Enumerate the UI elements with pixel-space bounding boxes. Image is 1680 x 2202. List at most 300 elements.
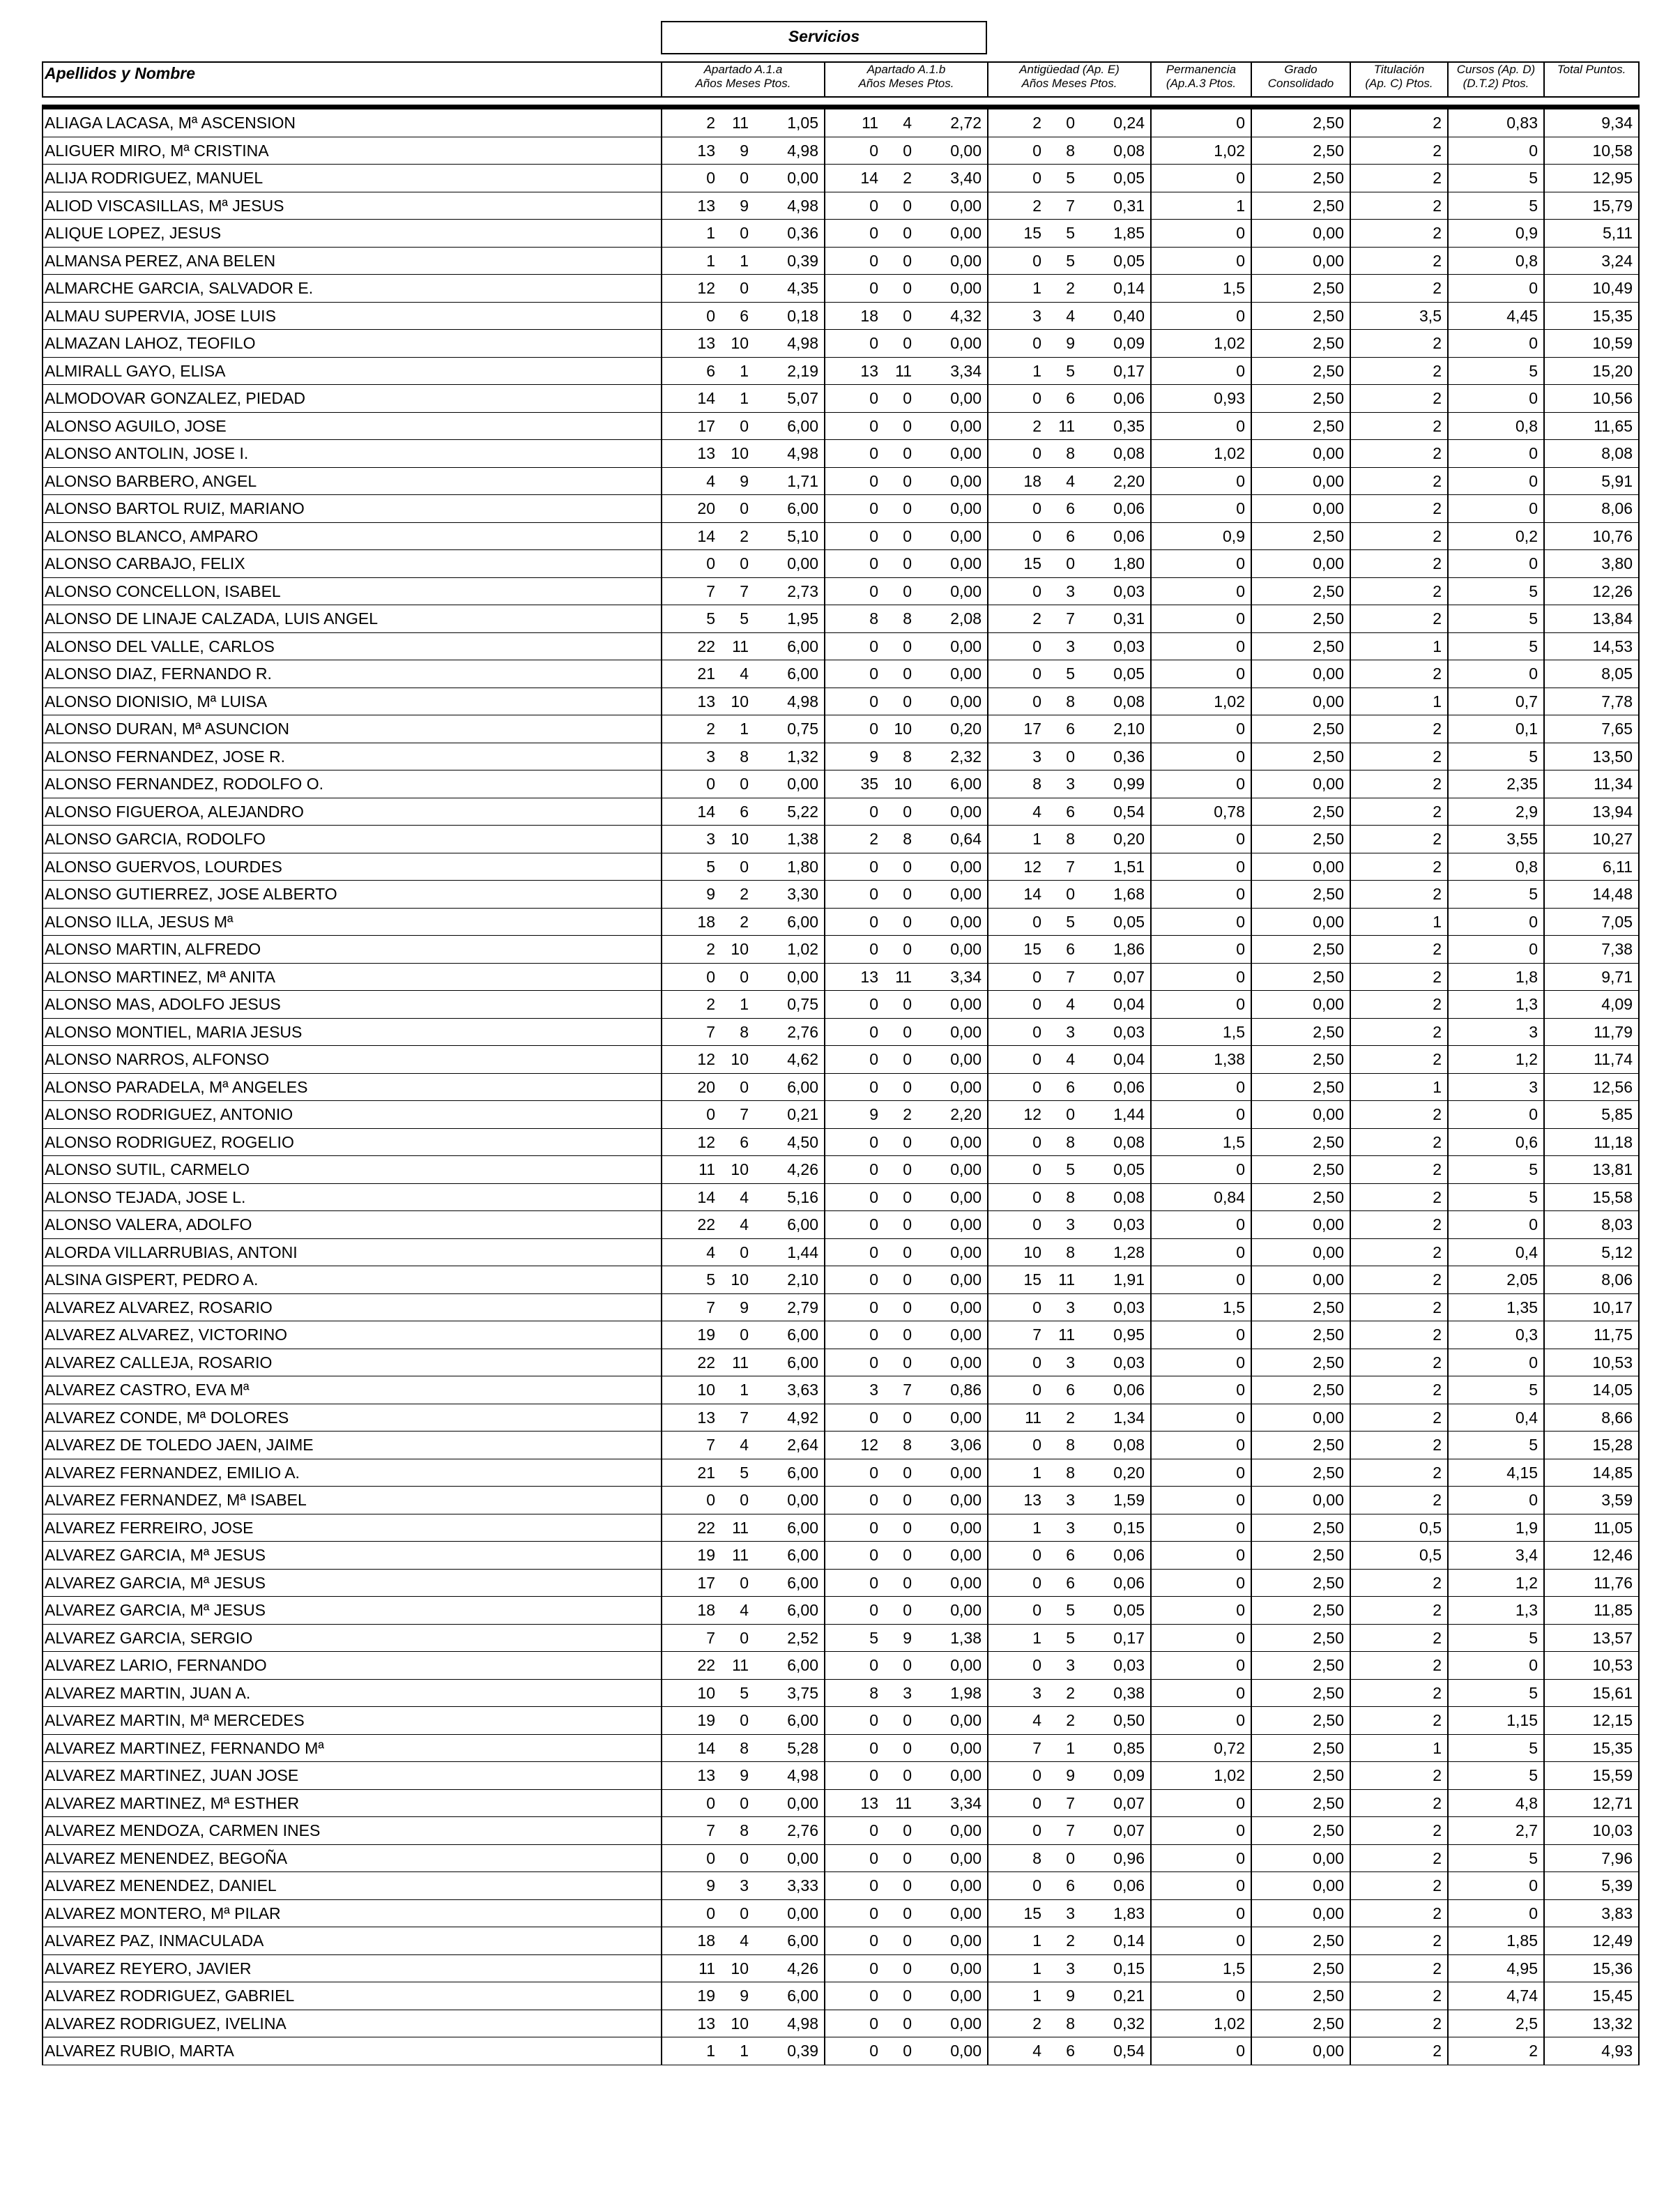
cell-antiguedad: [988, 1734, 1151, 1762]
cell-apartado-a1b: [825, 1293, 988, 1321]
cell-grado: 2,50: [1251, 936, 1350, 964]
cell-total: 14,48: [1544, 881, 1639, 909]
months: 6: [1066, 2042, 1075, 2060]
months: 6: [1066, 720, 1075, 738]
months: 0: [903, 1573, 912, 1592]
cell-apartado-a1a: [662, 1349, 825, 1376]
years: 0: [1032, 1876, 1041, 1895]
cell-permanencia: 0: [1151, 1844, 1251, 1872]
points: 1,34: [1113, 1408, 1145, 1427]
points: 0,00: [950, 1931, 982, 1950]
years: 0: [869, 526, 878, 545]
table-row: [43, 963, 1639, 991]
cell-total: 10,59: [1544, 330, 1639, 358]
table-row: [43, 1376, 1639, 1404]
months: 0: [903, 1187, 912, 1206]
months: 1: [1066, 1738, 1075, 1757]
cell-total: 11,74: [1544, 1046, 1639, 1074]
cell-cursos: 1,85: [1448, 1927, 1544, 1955]
years: 3: [706, 830, 715, 849]
points: 0,64: [950, 830, 982, 849]
table-row: [43, 1872, 1639, 1900]
table-row: [43, 1349, 1639, 1376]
points: 0,00: [950, 141, 982, 160]
cell-apartado-a1a: [662, 1018, 825, 1046]
months: 1: [740, 361, 749, 380]
cell-titulacion: 1: [1350, 688, 1448, 715]
cell-apartado-a1a: [662, 220, 825, 248]
header-apartado-a1a: Apartado A.1.a Años Meses Ptos.: [662, 62, 825, 97]
cell-antiguedad: [988, 1817, 1151, 1845]
cell-apartado-a1a: [662, 1597, 825, 1625]
years: 0: [869, 720, 878, 738]
cell-apartado-a1b: [825, 1376, 988, 1404]
years: 0: [869, 2014, 878, 2033]
years: 0: [869, 582, 878, 600]
years: 0: [1032, 692, 1041, 711]
months: 0: [903, 1215, 912, 1234]
months: 11: [732, 1546, 749, 1565]
cell-apartado-a1a: [662, 2037, 825, 2065]
points: 0,00: [950, 1959, 982, 1977]
months: 9: [903, 1628, 912, 1647]
cell-total: 15,79: [1544, 192, 1639, 220]
years: 3: [1032, 1683, 1041, 1702]
points: 0,03: [1113, 582, 1145, 600]
years: 0: [706, 554, 715, 573]
cell-apartado-a1b: [825, 137, 988, 165]
months: 3: [1066, 1656, 1075, 1675]
months: 11: [1058, 1326, 1075, 1344]
months: 0: [903, 1821, 912, 1840]
years: 0: [869, 196, 878, 215]
points: 0,31: [1113, 609, 1145, 628]
cell-apartado-a1a: [662, 1679, 825, 1707]
cell-titulacion: 2: [1350, 1624, 1448, 1652]
cell-cursos: 0: [1448, 440, 1544, 468]
months: 0: [903, 582, 912, 600]
points: 0,00: [950, 1821, 982, 1840]
cell-apartado-a1a: [662, 2010, 825, 2037]
months: 0: [903, 1711, 912, 1730]
cell-name: ALIJA RODRIGUEZ, MANUEL: [43, 165, 662, 192]
years: 19: [697, 1326, 715, 1344]
cell-permanencia: 0: [1151, 605, 1251, 633]
cell-antiguedad: [988, 1679, 1151, 1707]
points: 6,00: [787, 1518, 818, 1537]
cell-apartado-a1b: [825, 192, 988, 220]
years: 12: [697, 279, 715, 298]
points: 0,00: [950, 196, 982, 215]
cell-apartado-a1b: [825, 1817, 988, 1845]
cell-cursos: 2: [1448, 2037, 1544, 2065]
cell-apartado-a1a: [662, 991, 825, 1019]
cell-permanencia: 1,02: [1151, 688, 1251, 715]
months: 0: [1066, 114, 1075, 132]
cell-apartado-a1a: [662, 1817, 825, 1845]
cell-cursos: 0: [1448, 1652, 1544, 1680]
table-row: [43, 908, 1639, 936]
cell-antiguedad: [988, 715, 1151, 743]
cell-grado: 0,00: [1251, 247, 1350, 275]
cell-permanencia: 0: [1151, 550, 1251, 578]
cell-antiguedad: [988, 302, 1151, 330]
months: 0: [903, 1601, 912, 1620]
cell-antiguedad: [988, 963, 1151, 991]
points: 0,75: [787, 995, 818, 1014]
servicios-header-box: [661, 21, 987, 54]
cell-apartado-a1b: [825, 1432, 988, 1459]
years: 35: [860, 775, 878, 794]
points: 0,06: [1113, 1077, 1145, 1096]
points: 0,20: [950, 720, 982, 738]
months: 10: [731, 940, 749, 959]
cell-cursos: 1,3: [1448, 991, 1544, 1019]
years: 0: [1032, 1022, 1041, 1041]
cell-apartado-a1a: [662, 302, 825, 330]
cell-apartado-a1b: [825, 991, 988, 1019]
cell-antiguedad: [988, 137, 1151, 165]
months: 2: [1066, 279, 1075, 298]
cell-titulacion: 2: [1350, 440, 1448, 468]
cell-antiguedad: [988, 467, 1151, 495]
cell-permanencia: 1,5: [1151, 1128, 1251, 1156]
cell-titulacion: 1: [1350, 1734, 1448, 1762]
cell-apartado-a1a: [662, 1982, 825, 2010]
cell-total: 15,20: [1544, 357, 1639, 385]
cell-total: 14,85: [1544, 1459, 1639, 1487]
cell-name: ALVAREZ GARCIA, Mª JESUS: [43, 1569, 662, 1597]
cell-permanencia: 0: [1151, 1982, 1251, 2010]
cell-titulacion: 2: [1350, 1899, 1448, 1927]
points: 4,98: [787, 444, 818, 463]
table-row: [43, 1679, 1639, 1707]
cell-name: ALONSO NARROS, ALFONSO: [43, 1046, 662, 1074]
years: 14: [860, 169, 878, 188]
months: 0: [903, 1904, 912, 1922]
cell-titulacion: 2: [1350, 853, 1448, 881]
table-row: [43, 1982, 1639, 2010]
cell-permanencia: 0: [1151, 632, 1251, 660]
cell-total: 13,32: [1544, 2010, 1639, 2037]
points: 0,03: [1113, 1298, 1145, 1316]
months: 3: [1066, 1298, 1075, 1316]
months: 6: [740, 306, 749, 325]
cell-permanencia: 0: [1151, 1542, 1251, 1570]
months: 6: [1066, 499, 1075, 518]
points: 0,00: [950, 1518, 982, 1537]
years: 13: [860, 361, 878, 380]
points: 3,30: [787, 885, 818, 904]
points: 0,00: [950, 1353, 982, 1372]
months: 7: [1066, 196, 1075, 215]
table-row: [43, 1789, 1639, 1817]
points: 4,35: [787, 279, 818, 298]
cell-total: 14,05: [1544, 1376, 1639, 1404]
cell-apartado-a1a: [662, 440, 825, 468]
cell-apartado-a1a: [662, 1183, 825, 1211]
months: 5: [740, 609, 749, 628]
cell-antiguedad: [988, 1156, 1151, 1184]
months: 6: [1066, 389, 1075, 408]
months: 11: [1058, 1270, 1075, 1289]
table-row: [43, 1128, 1639, 1156]
points: 6,00: [787, 416, 818, 435]
cell-titulacion: 1: [1350, 632, 1448, 660]
cell-apartado-a1b: [825, 385, 988, 413]
cell-name: ALONSO BLANCO, AMPARO: [43, 522, 662, 550]
years: 0: [869, 1132, 878, 1151]
cell-cursos: 5: [1448, 1844, 1544, 1872]
cell-titulacion: 2: [1350, 1762, 1448, 1790]
months: 9: [1066, 1987, 1075, 2005]
cell-apartado-a1b: [825, 770, 988, 798]
years: 1: [1032, 279, 1041, 298]
points: 1,83: [1113, 1904, 1145, 1922]
cell-permanencia: 0,93: [1151, 385, 1251, 413]
table-row: [43, 770, 1639, 798]
cell-apartado-a1a: [662, 908, 825, 936]
years: 0: [1032, 444, 1041, 463]
points: 5,28: [787, 1738, 818, 1757]
cell-cursos: 3: [1448, 1018, 1544, 1046]
cell-antiguedad: [988, 495, 1151, 523]
years: 0: [869, 334, 878, 353]
cell-antiguedad: [988, 330, 1151, 358]
cell-titulacion: 0,5: [1350, 1514, 1448, 1542]
cell-apartado-a1a: [662, 412, 825, 440]
months: 0: [903, 1876, 912, 1895]
cell-grado: 2,50: [1251, 1927, 1350, 1955]
points: 1,38: [950, 1628, 982, 1647]
months: 4: [740, 1436, 749, 1455]
months: 6: [1066, 940, 1075, 959]
months: 0: [903, 1408, 912, 1427]
cell-cursos: 0: [1448, 137, 1544, 165]
cell-cursos: 5: [1448, 605, 1544, 633]
cell-total: 10,17: [1544, 1293, 1639, 1321]
years: 0: [869, 1022, 878, 1041]
cell-cursos: 0: [1448, 1101, 1544, 1129]
years: 22: [697, 637, 715, 655]
years: 3: [706, 747, 715, 766]
cell-antiguedad: [988, 660, 1151, 688]
years: 0: [1032, 582, 1041, 600]
cell-apartado-a1b: [825, 440, 988, 468]
cell-apartado-a1a: [662, 963, 825, 991]
months: 11: [732, 1353, 749, 1372]
cell-titulacion: 2: [1350, 1101, 1448, 1129]
points: 0,50: [1113, 1711, 1145, 1730]
points: 3,34: [950, 967, 982, 986]
years: 13: [860, 1793, 878, 1812]
points: 0,00: [950, 1656, 982, 1675]
months: 5: [1066, 361, 1075, 380]
cell-apartado-a1b: [825, 1349, 988, 1376]
cell-grado: 0,00: [1251, 908, 1350, 936]
cell-cursos: 0: [1448, 1211, 1544, 1239]
cell-titulacion: 2: [1350, 1679, 1448, 1707]
years: 0: [1032, 1050, 1041, 1069]
points: 0,00: [950, 471, 982, 490]
points: 0,39: [787, 251, 818, 270]
cell-antiguedad: [988, 1762, 1151, 1790]
cell-permanencia: 1,5: [1151, 1954, 1251, 1982]
years: 0: [1032, 334, 1041, 353]
cell-permanencia: 0: [1151, 2037, 1251, 2065]
cell-cursos: 3: [1448, 1073, 1544, 1101]
months: 4: [740, 1601, 749, 1620]
years: 18: [860, 306, 878, 325]
cell-permanencia: 0: [1151, 936, 1251, 964]
years: 22: [697, 1215, 715, 1234]
cell-name: ALONSO ANTOLIN, JOSE I.: [43, 440, 662, 468]
years: 0: [869, 1160, 878, 1179]
cell-antiguedad: [988, 247, 1151, 275]
points: 2,20: [950, 1105, 982, 1124]
table-row: [43, 440, 1639, 468]
cell-apartado-a1a: [662, 1376, 825, 1404]
cell-permanencia: 1,02: [1151, 1762, 1251, 1790]
points: 0,54: [1113, 802, 1145, 821]
cell-permanencia: 0: [1151, 577, 1251, 605]
cell-apartado-a1b: [825, 1652, 988, 1680]
cell-titulacion: 2: [1350, 1817, 1448, 1845]
cell-cursos: 5: [1448, 632, 1544, 660]
cell-total: 13,84: [1544, 605, 1639, 633]
months: 0: [903, 1463, 912, 1482]
points: 0,24: [1113, 114, 1145, 132]
cell-antiguedad: [988, 385, 1151, 413]
cell-apartado-a1b: [825, 275, 988, 303]
cell-antiguedad: [988, 220, 1151, 248]
cell-permanencia: 0: [1151, 302, 1251, 330]
header-permanencia: Permanencia (Ap.A.3 Ptos.: [1151, 62, 1251, 97]
months: 0: [903, 1987, 912, 2005]
months: 2: [1066, 1931, 1075, 1950]
cell-grado: 2,50: [1251, 1432, 1350, 1459]
cell-permanencia: 0: [1151, 1238, 1251, 1266]
years: 0: [869, 1876, 878, 1895]
years: 0: [1032, 141, 1041, 160]
months: 0: [740, 279, 749, 298]
cell-titulacion: 2: [1350, 495, 1448, 523]
cell-antiguedad: [988, 2010, 1151, 2037]
cell-name: ALVAREZ FERNANDEZ, Mª ISABEL: [43, 1487, 662, 1514]
cell-apartado-a1a: [662, 1789, 825, 1817]
points: 0,00: [950, 1491, 982, 1510]
table-row: [43, 1156, 1639, 1184]
years: 0: [869, 1766, 878, 1785]
cell-grado: 2,50: [1251, 1707, 1350, 1735]
cell-total: 15,45: [1544, 1982, 1639, 2010]
months: 3: [1066, 637, 1075, 655]
points: 0,00: [950, 1132, 982, 1151]
years: 1: [706, 224, 715, 243]
cell-name: ALVAREZ GARCIA, SERGIO: [43, 1624, 662, 1652]
table-row: [43, 1899, 1639, 1927]
cell-cursos: 5: [1448, 1432, 1544, 1459]
cell-antiguedad: [988, 1927, 1151, 1955]
months: 4: [740, 665, 749, 683]
cell-grado: 0,00: [1251, 770, 1350, 798]
months: 0: [740, 1793, 749, 1812]
years: 0: [706, 967, 715, 986]
cell-antiguedad: [988, 770, 1151, 798]
cell-total: 15,28: [1544, 1432, 1639, 1459]
months: 8: [1066, 2014, 1075, 2033]
years: 2: [706, 995, 715, 1014]
years: 14: [697, 1738, 715, 1757]
years: 4: [1032, 1711, 1041, 1730]
months: 4: [1066, 1050, 1075, 1069]
cell-total: 8,05: [1544, 660, 1639, 688]
table-row: [43, 1624, 1639, 1652]
table-body: [43, 107, 1639, 2065]
months: 9: [740, 141, 749, 160]
table-row: [43, 1487, 1639, 1514]
months: 0: [903, 499, 912, 518]
cell-name: ALONSO TEJADA, JOSE L.: [43, 1183, 662, 1211]
cell-permanencia: 0: [1151, 715, 1251, 743]
years: 0: [1032, 1215, 1041, 1234]
cell-antiguedad: [988, 1569, 1151, 1597]
points: 0,00: [950, 554, 982, 573]
months: 0: [903, 1326, 912, 1344]
points: 0,00: [950, 1270, 982, 1289]
months: 10: [731, 1270, 749, 1289]
points: 0,00: [950, 1022, 982, 1041]
cell-grado: 2,50: [1251, 385, 1350, 413]
years: 7: [1032, 1738, 1041, 1757]
cell-cursos: 1,2: [1448, 1569, 1544, 1597]
cell-cursos: 5: [1448, 165, 1544, 192]
cell-apartado-a1a: [662, 1542, 825, 1570]
cell-grado: 0,00: [1251, 467, 1350, 495]
points: 4,98: [787, 692, 818, 711]
points: 0,00: [787, 1904, 818, 1922]
months: 8: [1066, 1243, 1075, 1261]
cell-cursos: 5: [1448, 1376, 1544, 1404]
points: 2,52: [787, 1628, 818, 1647]
cell-titulacion: 2: [1350, 192, 1448, 220]
cell-permanencia: 0: [1151, 963, 1251, 991]
cell-grado: 2,50: [1251, 330, 1350, 358]
years: 0: [1032, 1573, 1041, 1592]
points: 0,32: [1113, 2014, 1145, 2033]
cell-name: ALONSO PARADELA, Mª ANGELES: [43, 1073, 662, 1101]
months: 2: [903, 1105, 912, 1124]
points: 0,06: [1113, 1573, 1145, 1592]
cell-name: ALVAREZ FERREIRO, JOSE: [43, 1514, 662, 1542]
years: 22: [697, 1518, 715, 1537]
cell-grado: 2,50: [1251, 1652, 1350, 1680]
points: 0,99: [1113, 775, 1145, 794]
cell-cursos: 5: [1448, 1624, 1544, 1652]
months: 11: [895, 1793, 912, 1812]
cell-name: ALMARCHE GARCIA, SALVADOR E.: [43, 275, 662, 303]
table-row: [43, 192, 1639, 220]
months: 2: [740, 885, 749, 904]
months: 2: [1066, 1683, 1075, 1702]
years: 13: [697, 2014, 715, 2033]
points: 0,00: [950, 885, 982, 904]
months: 0: [903, 251, 912, 270]
months: 2: [903, 169, 912, 188]
points: 0,20: [1113, 1463, 1145, 1482]
years: 7: [706, 1298, 715, 1316]
cell-grado: 2,50: [1251, 1321, 1350, 1349]
